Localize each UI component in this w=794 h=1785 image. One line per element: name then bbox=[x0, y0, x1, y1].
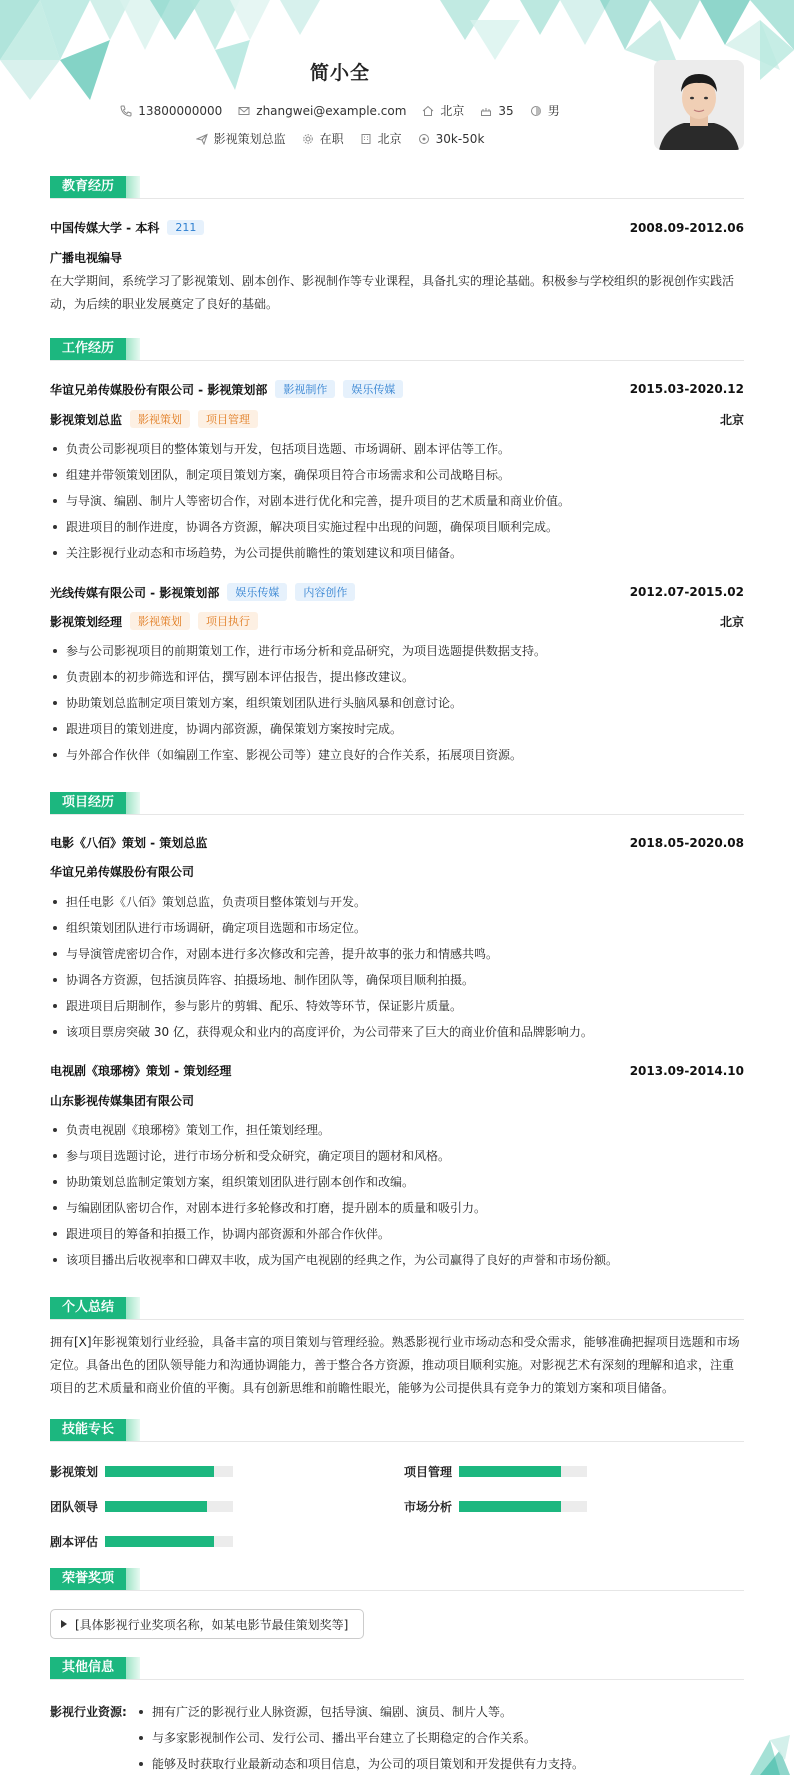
coin-icon bbox=[418, 133, 430, 145]
work-2-industry-tag: 内容创作 bbox=[295, 583, 355, 601]
work-1-position-row bbox=[50, 410, 744, 428]
list-item: 与导演管虎密切合作，对剧本进行多次修改和完善，提升故事的张力和情感共鸣。 bbox=[50, 941, 744, 967]
work-1-city: 北京 bbox=[719, 412, 744, 427]
project-1-title: 电影《八佰》策划 - 策划总监 bbox=[50, 836, 208, 850]
project-2-title: 电视剧《琅琊榜》策划 - 策划经理 bbox=[50, 1064, 232, 1078]
project-1-header bbox=[50, 834, 744, 851]
school-tag: 211 bbox=[167, 220, 204, 235]
skill-item: 项目管理 bbox=[404, 1463, 587, 1480]
age-info bbox=[480, 104, 513, 118]
skill-level-bar bbox=[459, 1501, 587, 1512]
education-period: 2008.09-2012.06 bbox=[629, 220, 744, 235]
gender-value: 男 bbox=[547, 104, 560, 118]
work-2-duties bbox=[50, 638, 744, 768]
project-2-company: 山东影视传媒集团有限公司 bbox=[50, 1094, 195, 1108]
list-item: 负责剧本的初步筛选和评估，撰写剧本评估报告，提出修改建议。 bbox=[50, 664, 744, 690]
section-divider bbox=[50, 1679, 744, 1680]
list-item: 组织策划团队进行市场调研，确定项目选题和市场定位。 bbox=[50, 915, 744, 941]
work-1-skill-tag: 影视策划 bbox=[130, 410, 190, 428]
list-item: 协助策划总监制定项目策划方案，组织策划团队进行头脑风暴和创意讨论。 bbox=[50, 690, 744, 716]
list-item: 与导演、编剧、制片人等密切合作，对剧本进行优化和完善，提升项目的艺术质量和商业价值。 bbox=[50, 488, 744, 514]
section-divider bbox=[50, 1319, 744, 1320]
salary-info bbox=[418, 132, 485, 146]
gender-icon bbox=[530, 105, 542, 117]
project-2-company-row bbox=[50, 1092, 744, 1109]
profile-photo bbox=[654, 60, 744, 150]
project-2-details bbox=[50, 1117, 744, 1273]
education-major-row bbox=[50, 249, 744, 266]
section-summary-title: 个人总结 bbox=[50, 1297, 140, 1319]
summary-text: 拥有[X]年影视策划行业经验，具备丰富的项目策划与管理经验。熟悉影视行业市场动态和受众需求，能够准确把握项目选题和市场定位。具备出色的团队领导能力和沟通协调能力，善于整合各方资源，推动项目顺利实施。对影视艺术有深刻的理解和追求，注重项目的艺术质量和商业价值的平衡。具有创新思维和前瞻性眼光，能够为公司提供具有竞争力的策划方案和项目储备。 bbox=[50, 1335, 740, 1395]
list-item: 能够及时获取行业最新动态和项目信息，为公司的项目策划和开发提供有力支持。 bbox=[136, 1751, 736, 1777]
list-item: 负责电视剧《琅琊榜》策划工作，担任策划经理。 bbox=[50, 1117, 744, 1143]
gender-info bbox=[530, 102, 560, 119]
email-info bbox=[238, 104, 406, 118]
work-1-company: 华谊兄弟传媒股份有限公司 - 影视策划部 bbox=[50, 382, 268, 397]
job-status-info bbox=[302, 130, 344, 147]
list-item: 跟进项目的筹备和拍摄工作，协调内部资源和外部合作伙伴。 bbox=[50, 1221, 744, 1247]
section-project-title: 项目经历 bbox=[50, 792, 140, 814]
location-value: 北京 bbox=[440, 104, 465, 118]
phone-info bbox=[120, 104, 222, 118]
section-education-title: 教育经历 bbox=[50, 176, 140, 198]
project-1-company: 华谊兄弟传媒股份有限公司 bbox=[50, 865, 195, 879]
section-skills-title: 技能专长 bbox=[50, 1419, 140, 1441]
location-info bbox=[422, 102, 464, 119]
section-divider bbox=[50, 814, 744, 815]
list-item: 协助策划总监制定策划方案，组织策划团队进行剧本创作和改编。 bbox=[50, 1169, 744, 1195]
skill-item: 市场分析 bbox=[404, 1498, 587, 1515]
work-2-skill-tag: 项目执行 bbox=[198, 612, 258, 630]
section-divider bbox=[50, 360, 744, 361]
skill-item: 影视策划 bbox=[50, 1463, 233, 1480]
phone-value: 13800000000 bbox=[138, 103, 223, 118]
list-item: 负责公司影视项目的整体策划与开发，包括项目选题、市场调研、剧本评估等工作。 bbox=[50, 436, 744, 462]
skill-level-bar bbox=[459, 1466, 587, 1477]
list-item: 组建并带领策划团队，制定项目策划方案，确保项目符合市场需求和公司战略目标。 bbox=[50, 462, 744, 488]
list-item: 跟进项目的策划进度，协调内部资源，确保策划方案按时完成。 bbox=[50, 716, 744, 742]
work-1-skill-tag: 项目管理 bbox=[198, 410, 258, 428]
mail-icon bbox=[238, 105, 250, 117]
other-info-label: 影视行业资源: bbox=[50, 1705, 127, 1719]
candidate-name: 简小全 bbox=[309, 62, 370, 84]
list-item: 该项目播出后收视率和口碑双丰收，成为国产电视剧的经典之作，为公司赢得了良好的声誉和市场份额。 bbox=[50, 1247, 744, 1273]
skill-item: 团队领导 bbox=[50, 1498, 233, 1515]
project-1-details bbox=[50, 889, 744, 1045]
work-2-period: 2012.07-2015.02 bbox=[629, 585, 744, 599]
list-item: 与外部合作伙伴（如编剧工作室、影视公司等）建立良好的合作关系，拓展项目资源。 bbox=[50, 742, 744, 768]
project-1-period: 2018.05-2020.08 bbox=[629, 835, 744, 850]
list-item: 与多家影视制作公司、发行公司、播出平台建立了长期稳定的合作关系。 bbox=[136, 1725, 736, 1751]
work-1-duties bbox=[50, 436, 744, 566]
contact-info-row bbox=[0, 102, 680, 119]
section-divider bbox=[50, 1441, 744, 1442]
other-info-list bbox=[136, 1699, 736, 1777]
skill-item: 剧本评估 bbox=[50, 1533, 233, 1550]
skill-level-bar bbox=[105, 1501, 233, 1512]
list-item: 参与项目选题讨论，进行市场分析和受众研究，确定项目的题材和风格。 bbox=[50, 1143, 744, 1169]
work-2-company: 光线传媒有限公司 - 影视策划部 bbox=[50, 585, 220, 600]
building-icon bbox=[360, 133, 372, 145]
target-city-value: 北京 bbox=[377, 132, 402, 146]
phone-icon bbox=[120, 105, 132, 117]
work-2-city: 北京 bbox=[719, 614, 744, 629]
target-city-info bbox=[360, 130, 402, 147]
email-value: zhangwei@example.com bbox=[256, 103, 407, 118]
list-item: 协调各方资源，包括演员阵容、拍摄场地、制作团队等，确保项目顺利拍摄。 bbox=[50, 967, 744, 993]
skill-level-bar bbox=[105, 1536, 233, 1547]
section-work-title: 工作经历 bbox=[50, 338, 140, 360]
work-1-header bbox=[50, 380, 744, 398]
section-other-title: 其他信息 bbox=[50, 1657, 140, 1679]
job-title-info bbox=[196, 130, 286, 147]
list-item: 关注影视行业动态和市场趋势，为公司提供前瞻性的策划建议和项目储备。 bbox=[50, 540, 744, 566]
award-item[interactable] bbox=[50, 1609, 364, 1639]
job-status-value: 在职 bbox=[319, 132, 344, 146]
work-2-position: 影视策划经理 bbox=[50, 614, 123, 629]
work-2-skill-tag: 影视策划 bbox=[130, 612, 190, 630]
job-title-value: 影视策划总监 bbox=[213, 132, 286, 146]
cake-icon bbox=[480, 105, 492, 117]
work-1-position: 影视策划总监 bbox=[50, 412, 123, 427]
list-item: 拥有广泛的影视行业人脉资源，包括导演、编剧、演员、制片人等。 bbox=[136, 1699, 736, 1725]
project-1-company-row bbox=[50, 863, 744, 880]
skill-level-bar bbox=[105, 1466, 233, 1477]
project-2-header bbox=[50, 1062, 744, 1079]
gear-icon bbox=[302, 133, 314, 145]
section-awards-title: 荣誉奖项 bbox=[50, 1568, 140, 1590]
play-icon bbox=[61, 1620, 67, 1628]
project-2-period: 2013.09-2014.10 bbox=[629, 1063, 744, 1078]
school-name: 中国传媒大学 - 本科 bbox=[50, 221, 160, 235]
list-item: 跟进项目的制作进度，协调各方资源，解决项目实施过程中出现的问题，确保项目顺利完成。 bbox=[50, 514, 744, 540]
work-1-period: 2015.03-2020.12 bbox=[629, 382, 744, 396]
award-text: [具体影视行业奖项名称，如某电影节最佳策划奖等] bbox=[75, 1617, 349, 1632]
work-2-industry-tag: 娱乐传媒 bbox=[227, 583, 287, 601]
salary-value: 30k-50k bbox=[435, 131, 485, 146]
list-item: 与编剧团队密切合作，对剧本进行多轮修改和打磨，提升剧本的质量和吸引力。 bbox=[50, 1195, 744, 1221]
age-value: 35 bbox=[498, 103, 514, 118]
send-icon bbox=[196, 133, 208, 145]
corner-decoration bbox=[740, 1730, 790, 1780]
list-item: 参与公司影视项目的前期策划工作，进行市场分析和竞品研究，为项目选题提供数据支持。 bbox=[50, 638, 744, 664]
education-description: 在大学期间，系统学习了影视策划、剧本创作、影视制作等专业课程，具备扎实的理论基础。积极参与学校组织的影视创作实践活动，为后续的职业发展奠定了良好的基础。 bbox=[50, 274, 735, 311]
section-divider bbox=[50, 198, 744, 199]
education-header bbox=[50, 219, 744, 236]
work-2-position-row bbox=[50, 612, 744, 630]
section-divider bbox=[50, 1590, 744, 1591]
list-item: 跟进项目后期制作，参与影片的剪辑、配乐、特效等环节，保证影片质量。 bbox=[50, 993, 744, 1019]
job-info-row bbox=[0, 130, 680, 147]
work-2-header bbox=[50, 583, 744, 601]
list-item: 该项目票房突破 30 亿，获得观众和业内的高度评价，为公司带来了巨大的商业价值和品牌影响力。 bbox=[50, 1019, 744, 1045]
work-1-industry-tag: 娱乐传媒 bbox=[343, 380, 403, 398]
major: 广播电视编导 bbox=[50, 251, 123, 265]
list-item: 担任电影《八佰》策划总监，负责项目整体策划与开发。 bbox=[50, 889, 744, 915]
work-1-industry-tag: 影视制作 bbox=[275, 380, 335, 398]
home-icon bbox=[422, 105, 434, 117]
